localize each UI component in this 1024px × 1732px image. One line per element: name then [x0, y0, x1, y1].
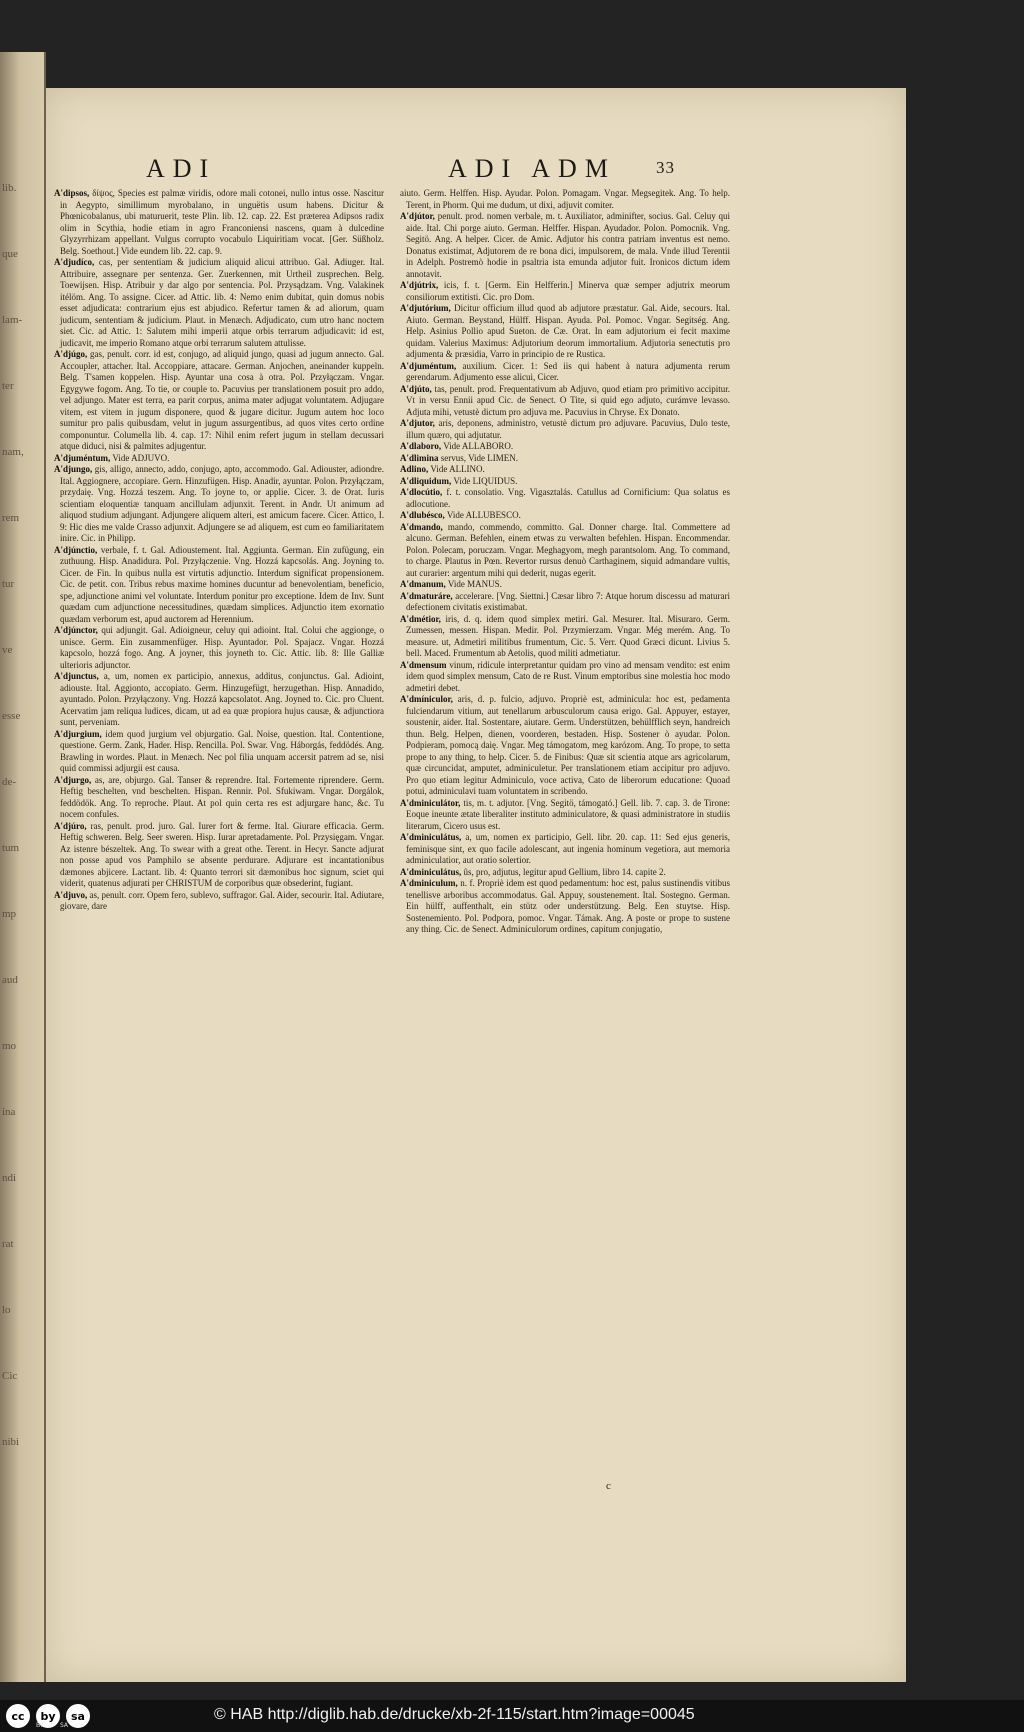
- entry-text: gis, alligo, annecto, addo, conjugo, apto, accommodo. Gal. Adiouster, adiondre. Ital. Aggiognere, accopiare. Gern. Hinzufügen. Hisp. Anadir, ayuntar. Polon. Przyłączam, przydaię. Vng. Hozzá teszem. Ang. To joyne to, or applie. Cicer. 3. de Orat. Iuris scientiam eloquentiæ tanquam ancillulam adjunxit. Terent. in Andr. Ut animum ad aliquod studium adjungant. Adjungere aliquem alteri, est amicum facere. Cicer. Attico, I. 9: Hic dies me valde Crasso adjunxit. Adjungere se ad aliquem, est cum eo familiaritatem inire. Cic. in Philipp.: [60, 464, 384, 543]
- dictionary-entry: [400, 211, 730, 280]
- entry-text: verbale, f. t. Gal. Adioustement. Ital. Aggiunta. German. Ein zufügung, ein zuthuung. Hisp. Anadidura. Pol. Przyłączenie. Vng. Hozzá kapcsolás. Ang. Joyning to. Cicer. de Fin. In quibus nulla est virtutis adjunctio. Interdum significat propensionem. Cic. de petit. con. Tribus rebus maxime homines ducuntur ad benevolentiam, beneficio, spe, adjunctione animi vel voluntate. Interdum ponitur pro exceptione. Idem de Inv. Sunt quædam cum adjunctione necessitudines, quædam simplices. Adjunctio item exornatio quædam verborum est, apud auctorem ad Herennium.: [60, 544, 384, 624]
- entry-text: as, are, objurgo. Gal. Tanser & reprendre. Ital. Fortemente riprendere. Germ. Heftig beschelten, vnd beschelten. Hispan. Rennir. Pol. Sfukiwam. Vngar. Dorgálok, feddödök. Ang. To reproche. Plaut. At pol quin certa res est adjurgare hanc, &c. Tu nocem confules.: [60, 774, 384, 819]
- dictionary-entry: [400, 832, 730, 867]
- entry-text: Vide ALLUBESCO.: [446, 510, 521, 520]
- entry-text: aris, d. p. fulcio, adjuvo. Propriè est, adminicula: hoc est, pedamenta fulciendarum vitium, aut tenellarum arbusculorum causa erigo. Gal. Appuyer, estayer, soustenir, aider. Ital. Sostentare, aiutare. Germ. Understützen, behülfflich seyn, handreich thun. Belg. Helpen, dienen, voorderen, bestaden. Hisp. Sostener ò ayudar. Polon. Podpieram, pomocą daię. Vngar. Meg támogatom, meg karózom. Ang. To prope, to setta prope to any thing, to help. Cicer. 5. de Finibus: Quæ sit scientia atque ars agricolarum, quæ circuncidat, amputet, adminiculetur. Per translationem etiam accipitur pro adjuvo. Pro quo etiam legitur Adminiculo, voce activa, Cato de liberorum educatione: Quoad potui, adminiculavi tuam voluntatem in scribendo.: [406, 694, 730, 796]
- dictionary-entry: [400, 384, 730, 419]
- entry-headword: A'djuvo,: [54, 889, 88, 900]
- margin-fragment: rem: [2, 512, 20, 524]
- entry-text: vinum, ridicule interpretantur quidam pro vino ad mensam vendito: est enim idem quod simplex mensum, Cato de re Rust. Vinum emptoribus sine molestia hoc modo admetiri debet.: [406, 659, 730, 693]
- dictionary-entry: [400, 522, 730, 580]
- entry-headword: A'dmando,: [400, 521, 443, 532]
- margin-fragment: de-: [2, 776, 17, 788]
- entry-text: a, um, nomen ex participio, Gell. libr. 20. cap. 11: Sed ejus generis, feminisque sint, ex quo facile adolescant, aut ingenia hominum vegetiora, aut memoria adminiculatior, aut oratio solertior.: [406, 832, 730, 865]
- entry-headword: A'dmensum: [400, 659, 447, 670]
- dictionary-entry: [54, 257, 384, 349]
- margin-fragment: ter: [2, 380, 14, 392]
- dictionary-entry: [54, 775, 384, 821]
- entry-text: Vide LIQUIDUS.: [453, 475, 518, 486]
- margin-fragment: tur: [2, 578, 15, 590]
- dictionary-entry: [54, 671, 384, 729]
- entry-headword: A'dminiculátus,: [400, 832, 462, 842]
- margin-fragment: nibi: [2, 1436, 20, 1448]
- entry-headword: A'djúnctio,: [54, 544, 98, 555]
- footer-bar: [0, 1700, 1024, 1732]
- entry-headword: A'dlocútio,: [400, 487, 443, 497]
- entry-text: n. f. Propriè idem est quod pedamentum: hoc est, palus sustinendis vitibus tenellisve arboribus accommodatus. Gal. Appuy, soustenement. Ital. Sostegno. German. Ein hülff, auffenthalt, ein stütz oder understützung. Belg. Een stuytse. Hisp. Sostenemiento. Pol. Podpora, pomoc. Vngar. Támak. Ang. A poste or prope to sustene any thing. Cic. de Senect. Adminiculorum ordines, capitum conjugatio,: [406, 878, 730, 934]
- page-number: 33: [656, 158, 675, 177]
- by-attribution-icon: by: [34, 1702, 62, 1730]
- cc-icon: cc: [4, 1702, 32, 1730]
- entry-text: cas, per sententiam & judicium aliquid alicui attribuo. Gal. Adiuger. Ital. Attribuire, assegnare per sentenza. Ger. Zuerkennen, mit Urtheil zusprechen. Belg. Toewijsen. Hisp. Atribuir y dar algo por sentencia. Pol. Przysądzam. Vng. Valakinek itélöm. Ang. To assigne. Cicer. ad Attic. lib. 4: Nemo enim dubitat, quin domus nobis esset adjudicata: contrarium ejus est abjudico. Refertur tamen & ad aliorum, quam judicum, sententiam & judicium. Plaut. in Menæch. Adjudicato, cum utro hanc noctem siet. Cic. ad Attic. 1: Salutem mihi imperii atque orbis terrarum adjudicavit: id est, judicavit, me imperio Romano atque orbi terrarum salutem attulisse.: [60, 257, 384, 348]
- entry-headword: A'djútor,: [400, 211, 435, 221]
- dictionary-entry: [54, 545, 384, 626]
- entry-headword: A'djutor,: [400, 418, 435, 428]
- dictionary-entry: [400, 694, 730, 798]
- entry-headword: A'djungo,: [54, 464, 93, 474]
- margin-fragment: rat: [2, 1238, 14, 1250]
- entry-text: idem quod jurgium vel objurgatio. Gal. Noise, question. Ital. Contentione, questione. Germ. Zank, Hader. Hisp. Rencilla. Pol. Swar. Vng. Háborgás, feddödés. Ang. Brawling in wordes. Plaut. in Menæch. Nec pol filia unquam accersit patrem ad se, nisi quid commissi adjurgii est causa.: [60, 728, 384, 773]
- dictionary-entry: [400, 476, 730, 488]
- running-head-left: ADI: [146, 154, 217, 183]
- entry-text: icis, f. t. [Germ. Ein Helfferin.] Minerva quæ semper adjutrix meorum consiliorum extitisti. Cic. pro Dom.: [406, 280, 730, 302]
- dictionary-entry: [400, 418, 730, 441]
- margin-fragment: tum: [2, 842, 20, 854]
- dictionary-entry: [400, 660, 730, 695]
- margin-fragment: mp: [2, 908, 17, 920]
- margin-fragment: esse: [2, 710, 21, 722]
- entry-headword: A'dminiculátus,: [400, 866, 462, 877]
- dictionary-entry: [400, 487, 730, 510]
- cc-license-badge[interactable]: [4, 1702, 92, 1730]
- entry-headword: A'dmíniculor,: [400, 694, 453, 704]
- sa-share-alike-icon: sa: [64, 1702, 92, 1730]
- dictionary-entry: [400, 798, 730, 833]
- entry-headword: A'dliquidum,: [400, 475, 452, 486]
- adjacent-page-edge: [0, 52, 46, 1682]
- entry-headword: A'dlubésco,: [400, 510, 445, 520]
- dictionary-entry: [400, 453, 730, 465]
- margin-fragment: nam,: [2, 446, 24, 458]
- margin-fragment: aud: [2, 974, 18, 986]
- entry-headword: A'djunctus,: [54, 671, 99, 681]
- entry-headword: A'djurgo,: [54, 774, 92, 785]
- margin-fragment: ve: [2, 644, 13, 656]
- running-head-right: ADI ADM: [448, 154, 616, 183]
- entry-text: Dicitur officium illud quod ab adjutore præstatur. Gal. Aide, secours. Ital. Aiuto. German. Beystand, Hülff. Hispan. Ayuda. Pol. Pomoc. Vngar. Segitség. Ang. Help. Asinius Pollio apud Sueton. de Cæ. Orat. In eam adjutorium ei fecit maxime quidam. Valerius Maximus: Adjutorium deorum immortalium. Adjutoria senectutis pro adjumenta & præsidia, Varro in principio de re Rustica.: [406, 303, 730, 359]
- dictionary-entry: [400, 361, 730, 384]
- license-label-sa: SA: [60, 1722, 69, 1729]
- entry-text: gas, penult. corr. id est, conjugo, ad aliquid jungo, quasi ad jugum annecto. Gal. Accoupler, attacher. Ital. Accoppiare, attacare. German. Anjochen, aneinander kuppeln. Belg. T'samen koppelen. Hisp. Ayuntar una cosa à otra. Pol. Przyłączam. Vngar. Egygywe fogom. Ang. To tie, or couple to. Pacuvius per translationem posuit pro addo, vel adjungo. Mater est terra, ea parit corpus, anima mater adjugat voluntatem. Adjugare vitem, est vitem in jugum disponere, quod & jugare dicitur. Jugum autem hoc loco sumitur pro palis quibusdam, velut in jugum assurgentibus, ad quos vites certo ordine componuntur. Columella lib. 4. cap. 17: Nihil enim refert jugum in stellam decussari atque diduci, nisi & palmites adjugentur.: [60, 349, 384, 451]
- dictionary-entry: [54, 464, 384, 545]
- entry-text: tis, m. t. adjutor. [Vng. Segitö, támogató.] Gell. lib. 7. cap. 3. de Tirone: Eoque ineunte ætate liberaliter instituto adminiculatore, & quasi administratore in studiis literarum, Cicero usus est.: [406, 797, 730, 831]
- dictionary-entry: [54, 349, 384, 453]
- dictionary-entry: [400, 510, 730, 522]
- dictionary-entry: [54, 729, 384, 775]
- entry-headword: A'djuméntum,: [54, 452, 111, 463]
- entry-headword: A'djuméntum,: [400, 360, 457, 371]
- entry-text: Vide ALLABORO.: [443, 441, 514, 451]
- entry-text: servus, Vide LIMEN.: [440, 452, 519, 463]
- source-credit-link[interactable]: © HAB http://diglib.hab.de/drucke/xb-2f-115/start.htm?image=00045: [214, 1706, 695, 1723]
- entry-headword: A'djutórium,: [400, 303, 451, 313]
- entry-text: δίψος, Species est palmæ viridis, odore mali cotonei, nullo intus osse. Nascitur in Aegypto, simillimum myrobalano, in unguëtis usum habens. Dicitur & Phœnicobalanus, ubi maturuerit, teste Plin. lib. 12. cap. 22. Est præterea Adipsos radix olim in Scythia, hodie etiam in agro Franconiensi nascens, quam à dulcedine Glyzyrrhizam appellant. Vulgus corrupto vocabulo Liquiritiam vocat. [Ger. Süßholz. Belg. Soethout.] Vide eundem lib. 22. cap. 9.: [60, 188, 384, 256]
- dictionary-entry: [400, 188, 730, 211]
- entry-text: ûs, pro, adjutus, legitur apud Gellium, libro 14. capite 2.: [463, 866, 666, 877]
- signature-mark: c: [606, 1480, 611, 1492]
- dictionary-entry: [400, 867, 730, 879]
- license-label-by: BY: [36, 1722, 44, 1729]
- right-column: [400, 188, 730, 1478]
- left-column: [54, 188, 384, 1528]
- entry-headword: A'dlaboro,: [400, 441, 442, 451]
- entry-text: Vide MANUS.: [447, 579, 502, 589]
- entry-text: penult. prod. nomen verbale, m. t. Auxiliator, adminifter, socius. Gal. Celuy qui aide. Ital. Chi porge aiuto. German. Helffer. Hispan. Ayudador. Polon. Pomocnik. Vng. Segitö. Ang. A helper. Cicer. de Amic. Adjutor his contra patriam inventus est nemo. Donatus existimat, Adjutorem de re bona dici, impulsorem, de mala. Vnde illud Terentii in Adelph. Postremò hodie in psaltria ista emunda adjutor fuit. Ironicos dictum idem annotavit.: [406, 211, 730, 279]
- entry-text: as, penult. corr. Opem fero, sublevo, suffragor. Gal. Aider, secourir. Ital. Adiutare, giovare, dare: [60, 889, 384, 911]
- dictionary-entry: [54, 625, 384, 671]
- dictionary-entry: [54, 453, 384, 465]
- dictionary-entry: [400, 464, 730, 476]
- entry-text: aiuto. Germ. Helffen. Hisp. Ayudar. Polon. Pomagam. Vngar. Megsegitek. Ang. To help. Terent, in Phorm. Qui me dudum, ut dixi, adjuvit comiter.: [400, 188, 730, 210]
- margin-fragment: mo: [2, 1040, 17, 1052]
- dictionary-entry: [400, 280, 730, 303]
- entry-headword: A'dmaturáre,: [400, 590, 453, 601]
- entry-text: f. t. consolatio. Vng. Vigasztalás. Catullus ad Cornificium: Qua solatus es adlocutione.: [406, 487, 730, 509]
- entry-headword: A'dlimina: [400, 452, 439, 463]
- entry-headword: A'dipsos,: [54, 188, 90, 198]
- entry-text: accelerare. [Vng. Siettni.] Cæsar libro 7: Atque horum discessu ad maturari defectionem civitatis existimabat.: [406, 590, 730, 612]
- dictionary-entry: [400, 878, 730, 936]
- entry-headword: A'djudíco,: [54, 257, 95, 267]
- entry-headword: A'dminiculátor,: [400, 797, 461, 808]
- entry-text: Vide ADJUVO.: [112, 452, 170, 463]
- dictionary-entry: [400, 579, 730, 591]
- entry-text: Vide ALLINO.: [430, 464, 485, 474]
- dictionary-entry: [54, 188, 384, 257]
- entry-headword: Adlino,: [400, 464, 429, 474]
- dictionary-entry: [54, 821, 384, 890]
- entry-headword: A'dmétior,: [400, 613, 441, 624]
- entry-text: auxilium. Cicer. 1: Sed iis qui habent à natura adjumenta rerum gerendarum. Adjumento esse alicui, Cicer.: [406, 360, 730, 382]
- entry-headword: A'djurgium,: [54, 728, 102, 739]
- entry-text: qui adjungit. Gal. Adioigneur, celuy qui adioint. Ital. Colui che aggionge, o unisce. Germ. Ein zusammenfüger. Hisp. Ayuntador. Pol. Spajacz. Vngar. Hozzá kapcsolo, hozzá fogo. Ang. A joyner, this joyneth to. Cic. Attic. lib. 8: Ille Galliæ ulterioris adjunctor.: [60, 625, 384, 670]
- dictionary-entry: [400, 591, 730, 614]
- entry-text: tas, penult. prod. Frequentativum ab Adjuvo, quod etiam pro primitivo accipitur. Vt in versu Ennii apud Cic. de Senect. O Tite, si quid ego adjuto, curámve levasso. Adjuta mihi, vetustè dictum pro adjuva me. Pacuvius in Chryse. Ex Donato.: [406, 383, 730, 417]
- entry-text: ras, penult. prod. juro. Gal. Iurer fort & ferme. Ital. Giurare efficacia. Germ. Heftig schweren. Belg. Seer sweren. Hisp. Iurar apretadamente. Pol. Przysięgam. Vngar. Az istenre bészeltek. Ang. To swear with a great othe. Terent. in Hecyr. Sancte adjurat non posse apud vos Pamphilo se absente perdurare. Adjurare est incantationibus dæmones abjicere. Lactant. lib. 4: Quanto terrori sit dæmonibus hoc signum, sciet qui viderit, quatenus adjurati per CHRISTUM de corporibus quæ obsederint, fugiant.: [60, 820, 384, 888]
- margin-fragment: lam-: [2, 314, 23, 326]
- margin-fragment: ina: [2, 1106, 16, 1118]
- dictionary-entry: [400, 614, 730, 660]
- margin-fragment: que: [2, 248, 18, 260]
- dictionary-entry: [400, 303, 730, 361]
- entry-text: a, um, nomen ex participio, annexus, additus, conjunctus. Gal. Adioint, adiouste. Ital. Aggionto, accopiato. Germ. Hinzugefügt, herzugethan. Hisp. Annadido, ayuntado. Polon. Przyłączony. Vng. Hozzá kapcsolatot. Ang. Joyned to. Cic. pro Cluent. Acervatim jam reliqua ludices, dicam, ut ad ea quæ propiora hujus causæ, & adjunctiora sunt, perveniam.: [60, 671, 384, 727]
- margin-fragment: lib.: [2, 182, 17, 194]
- entry-headword: A'dminiculum,: [400, 878, 458, 888]
- margin-fragment: ndi: [2, 1172, 17, 1184]
- dictionary-entry: [54, 890, 384, 913]
- margin-fragment: lo: [2, 1304, 11, 1316]
- entry-headword: A'djúto,: [400, 383, 432, 394]
- entry-headword: A'dmanum,: [400, 579, 446, 589]
- dictionary-entry: [400, 441, 730, 453]
- entry-headword: A'djútrix,: [400, 280, 439, 290]
- margin-fragment: Cic: [2, 1370, 18, 1382]
- entry-text: iris, d. q. idem quod simplex metiri. Gal. Mesurer. Ital. Misuraro. Germ. Zumessen, messen. Hispan. Medir. Pol. Przymierzam. Vngar. Még merém. Ang. To measure. ut, Admetiri militibus frumentum, Cic. 5. Verr. Quod Græci dicunt. Livius 5. bell. Maced. Frumentum ab Aetolis, quod militi admetiatur.: [406, 613, 730, 658]
- entry-headword: A'djúgo,: [54, 349, 88, 359]
- entry-text: aris, deponens, administro, vetustè dictum pro adjuvare. Pacuvius, Dulo teste, illum quæro, qui adjutatur.: [406, 418, 730, 440]
- entry-headword: A'djúnctor,: [54, 625, 98, 635]
- entry-text: mando, commendo, committo. Gal. Donner charge. Ital. Commettere ad alcuno. German. Befehlen, einem etwas zu verwalten befehlen. Hispan. Encommendar. Polon. Polecam, poruczam. Vngar. Meghagyom, megh parantsolom. Ang. To command, to charge. Plautus in Pœn. Revertor rursus denuò Carthaginem, siquid admandare vultis, aut curarier: argentum mihi qui dederit, nugas egerit.: [406, 521, 730, 578]
- entry-headword: A'djúro,: [54, 820, 87, 831]
- book-page: [46, 88, 906, 1682]
